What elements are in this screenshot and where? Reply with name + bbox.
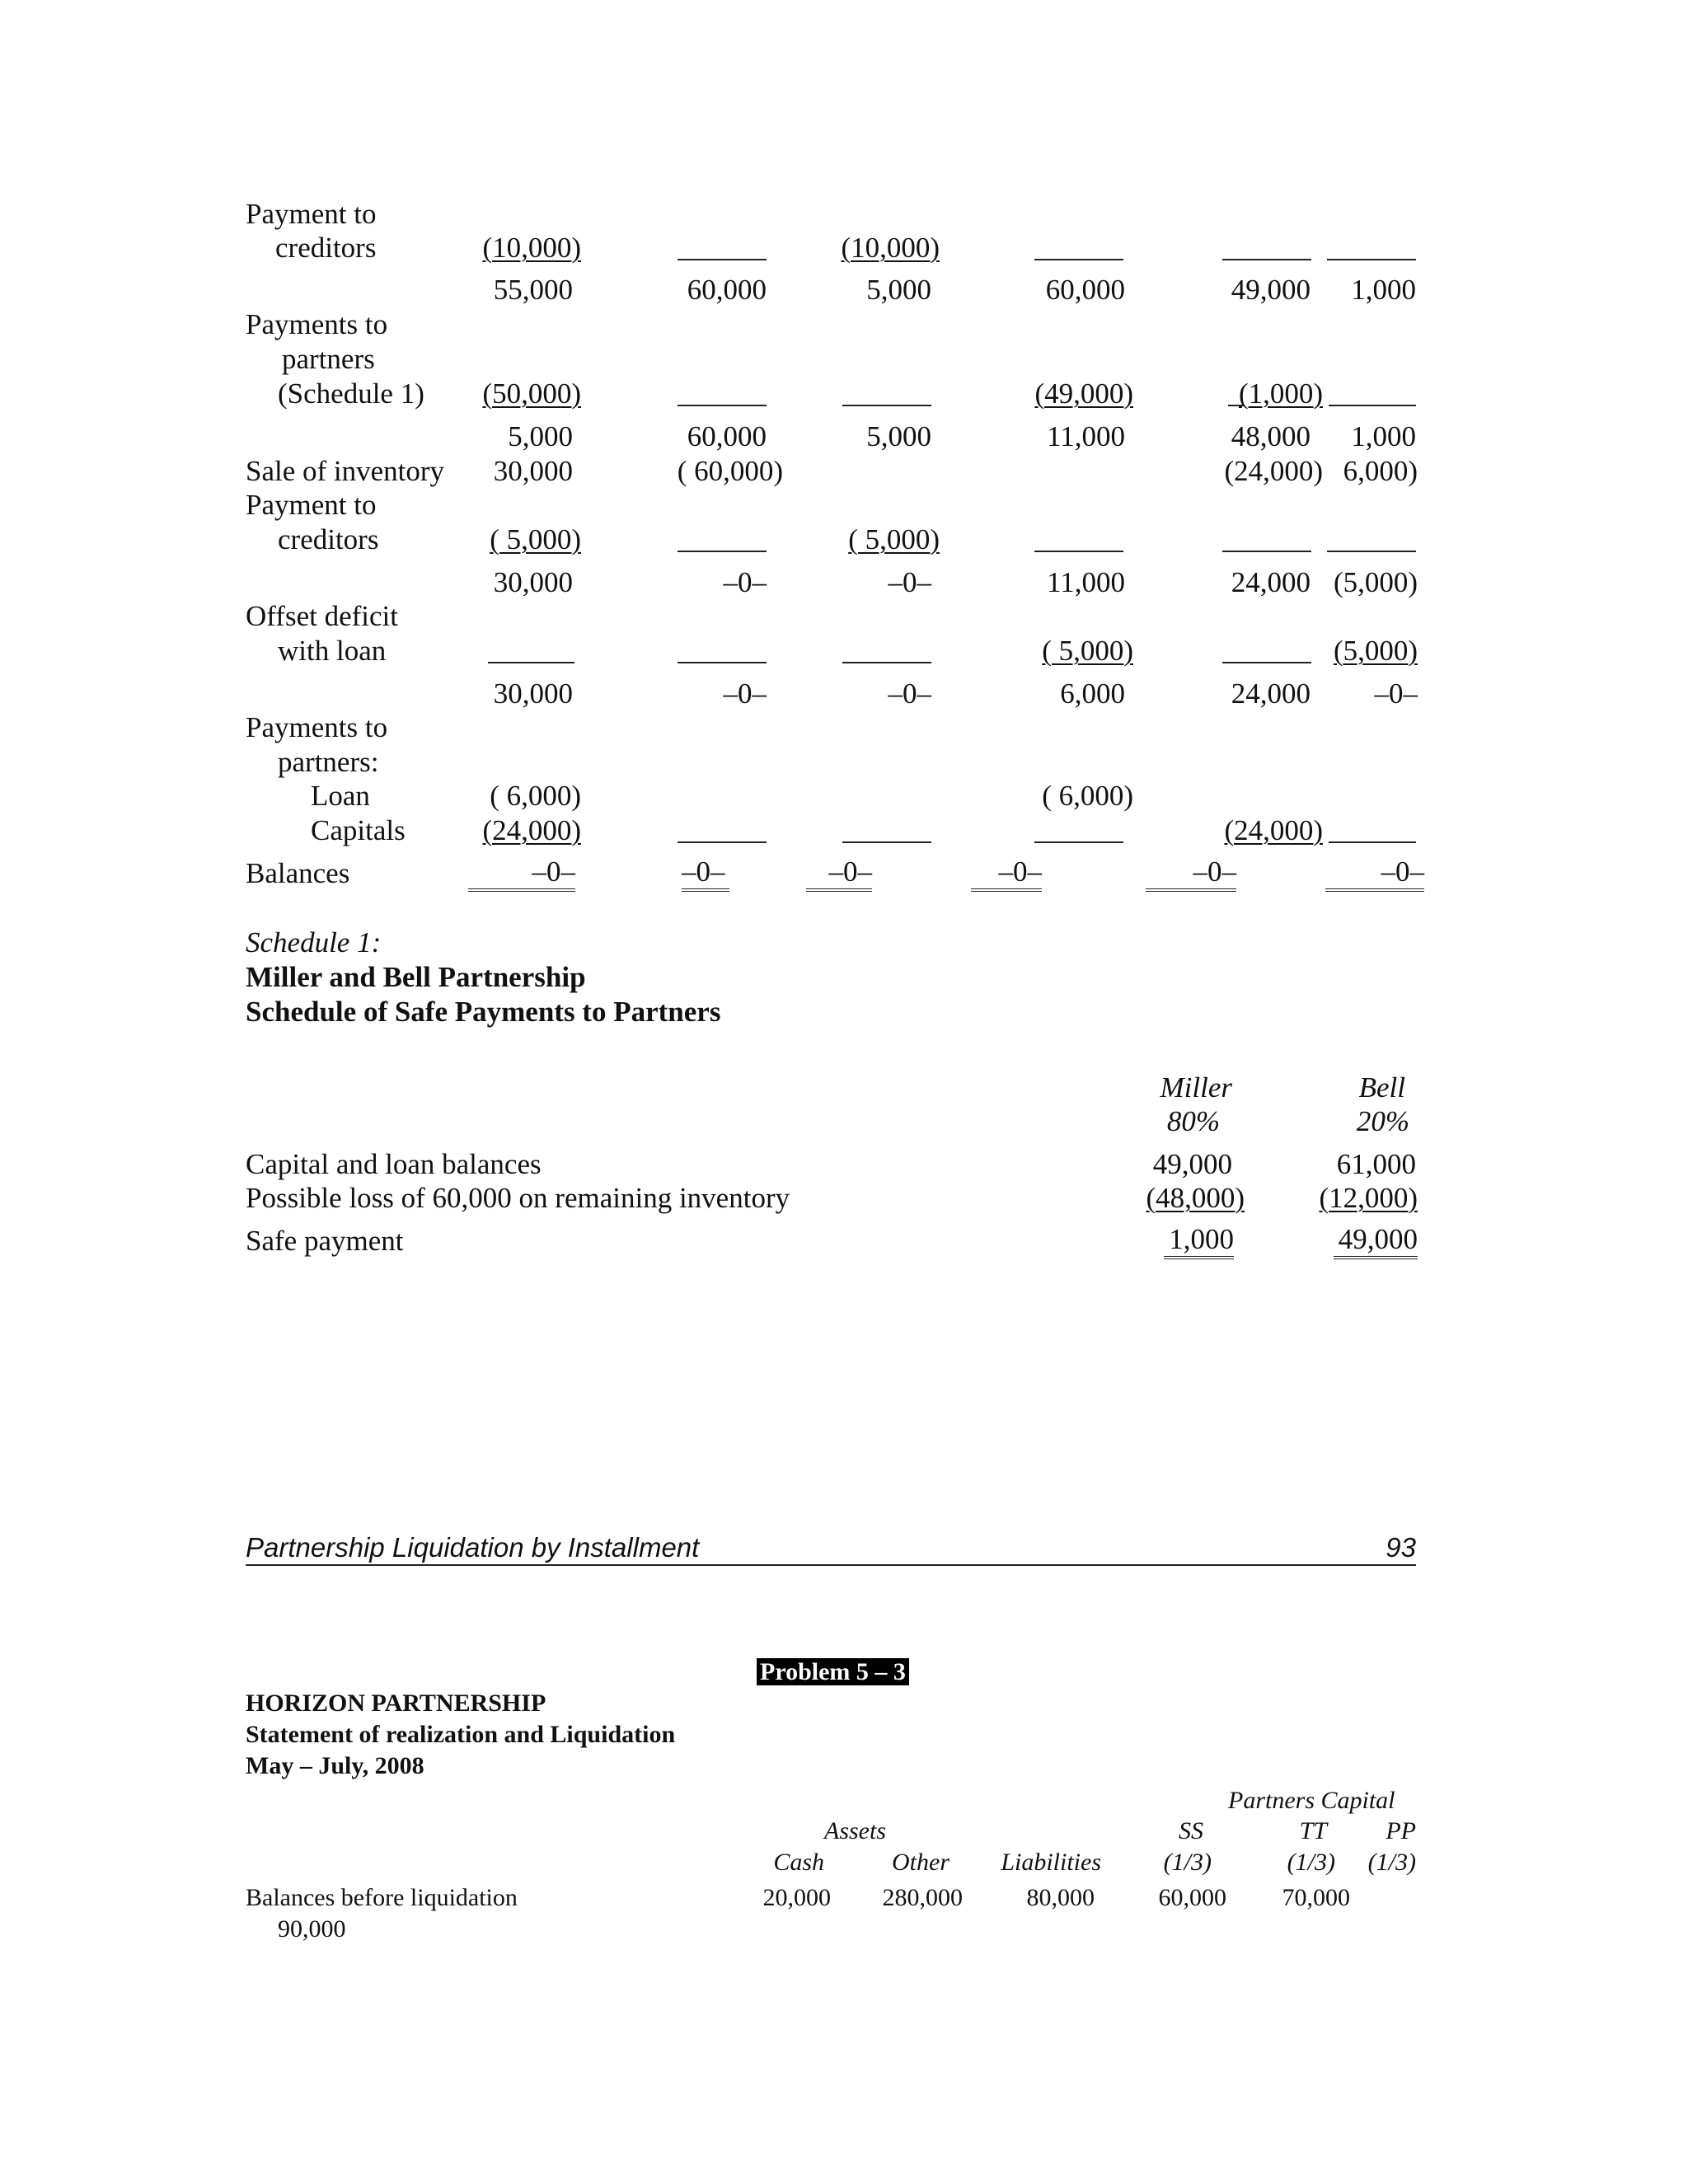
schedule-row-label: Safe payment (246, 1225, 404, 1257)
row-label: Payment to (246, 489, 377, 521)
cell-value: (1,000) (1238, 377, 1323, 410)
row-label: partners (282, 343, 375, 375)
schedule-title: Miller and Bell Partnership (246, 961, 586, 993)
blank-line (678, 405, 767, 406)
blank-line (1329, 841, 1416, 843)
schedule-row-label: Capital and loan balances (246, 1148, 542, 1180)
tt-share: (1/3) (1287, 1849, 1335, 1876)
other-header: Other (892, 1849, 950, 1876)
blank-line (678, 551, 767, 552)
cell-value: –0– (468, 855, 575, 892)
cell-value: 30,000 (493, 566, 573, 598)
cell-value: –0– (1146, 855, 1236, 892)
problem-badge (757, 1658, 909, 1686)
blank-line (1222, 662, 1311, 663)
blank-line (1222, 551, 1311, 552)
blank-line (1034, 259, 1123, 260)
cell-value: 5,000 (508, 420, 573, 452)
cell-value: ( 5,000) (1042, 635, 1133, 667)
ss-share: (1/3) (1163, 1849, 1212, 1876)
statement-title: Statement of realization and Liquidation (246, 1721, 676, 1748)
cell-value: 5,000 (866, 420, 931, 452)
cell-value: –0– (723, 677, 767, 710)
footer-title: Partnership Liquidation by Installment (246, 1532, 700, 1563)
problem-badge-label: Problem 5 – 3 (757, 1658, 909, 1685)
pp-share: (1/3) (1367, 1849, 1416, 1876)
cell-value: ( 5,000) (490, 523, 581, 555)
cash-value: 20,000 (762, 1884, 831, 1911)
assets-header: Assets (824, 1817, 886, 1844)
cell-value: (24,000) (482, 814, 581, 846)
cell-value: 30,000 (493, 677, 573, 710)
cell-value: (10,000) (482, 232, 581, 264)
cell-value: 1,000 (1351, 420, 1416, 452)
blank-line (678, 259, 767, 260)
blank-line (842, 662, 931, 663)
schedule-row-label: Possible loss of 60,000 on remaining inventory (246, 1182, 790, 1214)
blank-line (678, 841, 767, 843)
row-label: creditors (275, 232, 377, 264)
cell-value: 24,000 (1231, 566, 1311, 598)
row-label: with loan (278, 635, 387, 667)
row-label: Loan (311, 780, 370, 812)
cell-value: ( 6,000) (490, 780, 581, 812)
schedule-miller-value: (48,000) (1146, 1182, 1245, 1214)
blank-line (1327, 259, 1416, 260)
cell-value: 60,000 (1045, 274, 1125, 306)
pp-value: 90,000 (278, 1915, 346, 1943)
problem-row-label: Balances before liquidation (246, 1884, 518, 1911)
cell-value: –0– (806, 855, 872, 892)
cell-value: 60,000 (687, 420, 767, 452)
row-label: Sale of inventory (246, 455, 445, 487)
cell-value: (5,000) (1333, 566, 1418, 598)
partner-ss-header: SS (1179, 1817, 1203, 1844)
row-label: Payments to (246, 308, 388, 340)
row-label: (Schedule 1) (278, 377, 424, 410)
cell-value: –0– (1325, 855, 1424, 892)
schedule-bell-value: (12,000) (1319, 1182, 1418, 1214)
column-header-miller-pct: 80% (1166, 1105, 1220, 1137)
cell-value: 60,000 (687, 274, 767, 306)
partners-capital-header: Partners Capital (1228, 1787, 1395, 1814)
cell-value: –0– (971, 855, 1042, 892)
cell-value: 11,000 (1047, 420, 1125, 452)
cell-value: –0– (888, 566, 931, 598)
cell-value: (50,000) (482, 377, 581, 410)
partner-pp-header: PP (1386, 1817, 1416, 1844)
blank-line (1329, 405, 1416, 406)
cell-value: ( 60,000) (677, 455, 783, 487)
blank-line (488, 662, 574, 663)
cell-value: ( 6,000) (1042, 780, 1133, 812)
company-name: HORIZON PARTNERSHIP (246, 1690, 546, 1717)
row-label: Balances (246, 857, 350, 889)
cell-value: 5,000 (866, 274, 931, 306)
column-header-bell: Bell (1358, 1071, 1405, 1104)
cell-value: 6,000 (1060, 677, 1125, 710)
cell-value: 11,000 (1047, 566, 1125, 598)
schedule-miller-value: 49,000 (1152, 1148, 1232, 1180)
footer-rule (246, 1564, 1416, 1566)
cell-value: 30,000 (493, 455, 573, 487)
other-value: 280,000 (882, 1884, 963, 1911)
blank-line (678, 662, 767, 663)
schedule-bell-value: 49,000 (1334, 1223, 1418, 1259)
page-number: 93 (1386, 1532, 1416, 1563)
cell-value: (24,000) (1224, 455, 1323, 487)
row-label: Offset deficit (246, 600, 398, 632)
blank-line (1034, 841, 1123, 843)
schedule-subtitle: Schedule of Safe Payments to Partners (246, 996, 721, 1028)
cell-value: 55,000 (493, 274, 573, 306)
cash-header: Cash (773, 1849, 824, 1876)
cell-value: –0– (1374, 677, 1418, 710)
blank-line (842, 405, 931, 406)
cell-value: 24,000 (1231, 677, 1311, 710)
blank-line (842, 841, 931, 843)
schedule-caption: Schedule 1: (246, 926, 382, 958)
blank-line (1327, 551, 1416, 552)
blank-line (1034, 551, 1123, 552)
cell-value: 1,000 (1351, 274, 1416, 306)
cell-value: (49,000) (1034, 377, 1133, 410)
row-label: Capitals (311, 814, 406, 846)
cell-value: (24,000) (1224, 814, 1323, 846)
cell-value: ( 5,000) (848, 523, 940, 555)
cell-value: (5,000) (1333, 635, 1418, 667)
row-label: Payments to (246, 711, 388, 743)
cell-value: –0– (723, 566, 767, 598)
cell-value: –0– (682, 855, 729, 892)
cell-value: 49,000 (1231, 274, 1311, 306)
cell-value: –0– (888, 677, 931, 710)
row-label: creditors (278, 523, 379, 555)
blank-line (1222, 259, 1311, 260)
statement-period: May – July, 2008 (246, 1752, 424, 1779)
row-label: partners: (278, 746, 379, 778)
cell-value: 6,000) (1343, 455, 1418, 487)
column-header-bell-pct: 20% (1356, 1105, 1409, 1137)
cell-value: 48,000 (1231, 420, 1311, 452)
row-label: Payment to (246, 198, 377, 230)
column-header-miller: Miller (1160, 1071, 1232, 1104)
liabilities-header: Liabilities (1001, 1849, 1101, 1876)
cell-value: (10,000) (841, 232, 940, 264)
ss-value: 60,000 (1158, 1884, 1226, 1911)
partner-tt-header: TT (1299, 1817, 1327, 1844)
schedule-miller-value: 1,000 (1164, 1223, 1234, 1259)
tt-value: 70,000 (1282, 1884, 1350, 1911)
schedule-bell-value: 61,000 (1336, 1148, 1416, 1180)
liabilities-value: 80,000 (1026, 1884, 1095, 1911)
